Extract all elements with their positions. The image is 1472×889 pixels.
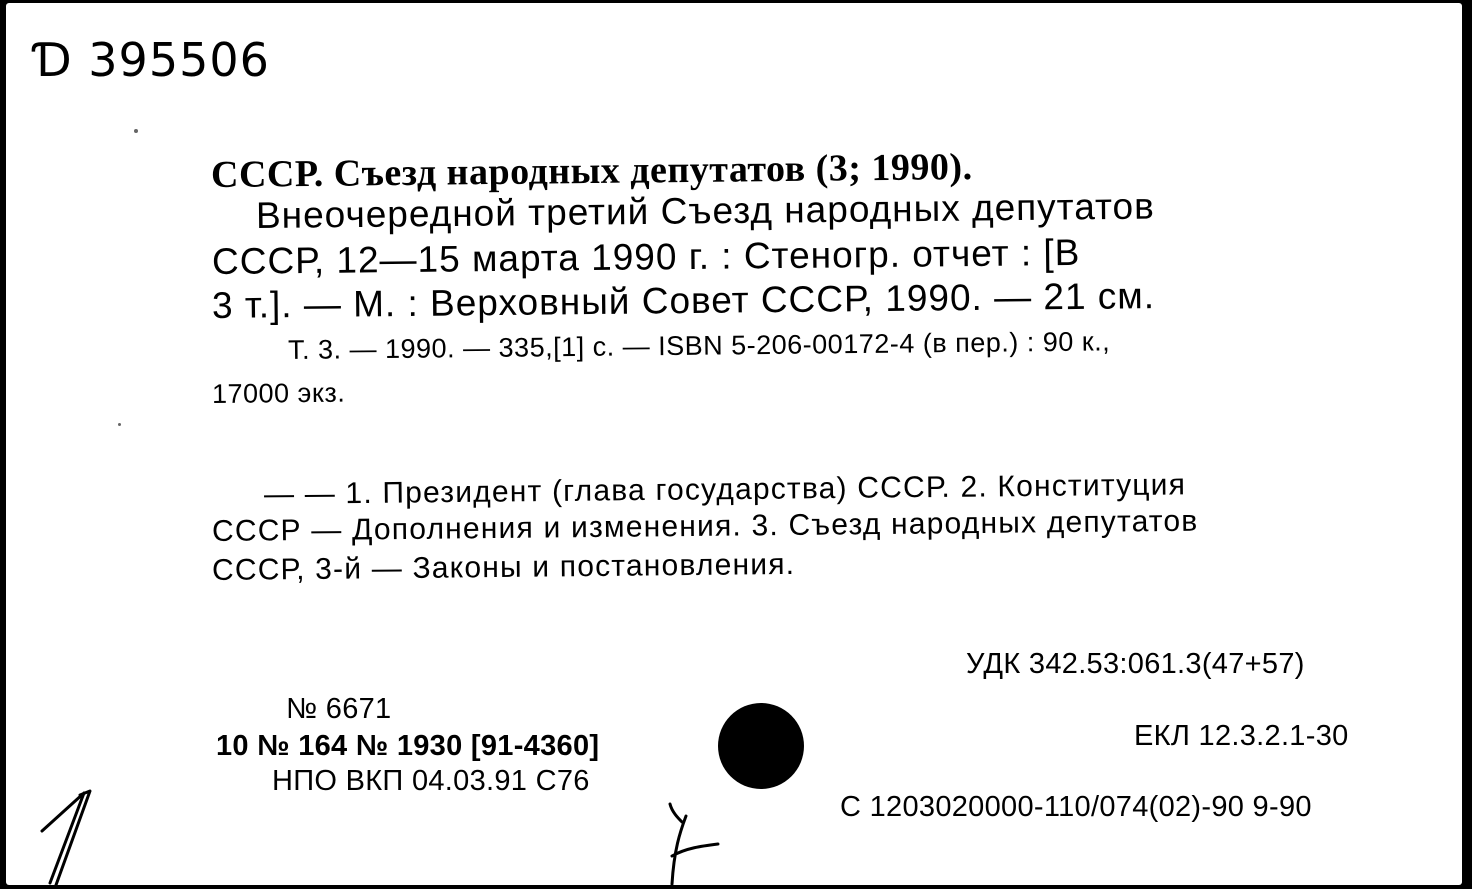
handwritten-one [36, 783, 106, 885]
speck [118, 423, 121, 426]
ekl-code: ЕКЛ 12.3.2.1-30 [1134, 720, 1349, 752]
description-line: Внеочередной третий Съезд народных депутатов [255, 185, 1155, 236]
handwritten-seven [656, 798, 726, 885]
heading: СССР. Съезд народных депутатов (3; 1990). [210, 146, 973, 196]
order-number: № 6671 [286, 693, 392, 725]
volume-line: Т. 3. — 1990. — 335,[1] с. — ISBN 5-206-00172-4 (в пер.) : 90 к., [287, 326, 1111, 365]
description-line: СССР, 12—15 марта 1990 г. : Стеногр. отчет : [В [211, 231, 1081, 282]
printing-info: НПО ВКП 04.03.91 С76 [272, 765, 590, 797]
description-line: 3 т.]. — М. : Верховный Совет СССР, 1990. — 21 см. [211, 275, 1156, 326]
udk-code: УДК 342.53:061.3(47+57) [966, 648, 1305, 680]
call-number: Ɗ 395506 [34, 33, 270, 87]
volume-line: 17000 экз. [211, 377, 346, 409]
ink-blot [718, 703, 804, 789]
subject-line: СССР, 3-й — Законы и постановления. [211, 547, 796, 587]
subject-line: СССР — Дополнения и изменения. 3. Съезд народных депутатов [211, 504, 1199, 548]
classification-code: С 1203020000-110/074(02)-90 9-90 [840, 791, 1312, 823]
order-details: 10 № 164 № 1930 [91-4360] [216, 730, 600, 762]
speck [134, 129, 138, 133]
subject-line: — — 1. Президент (глава государства) СССР. 2. Конституция [263, 468, 1187, 511]
catalog-card [6, 3, 1462, 885]
